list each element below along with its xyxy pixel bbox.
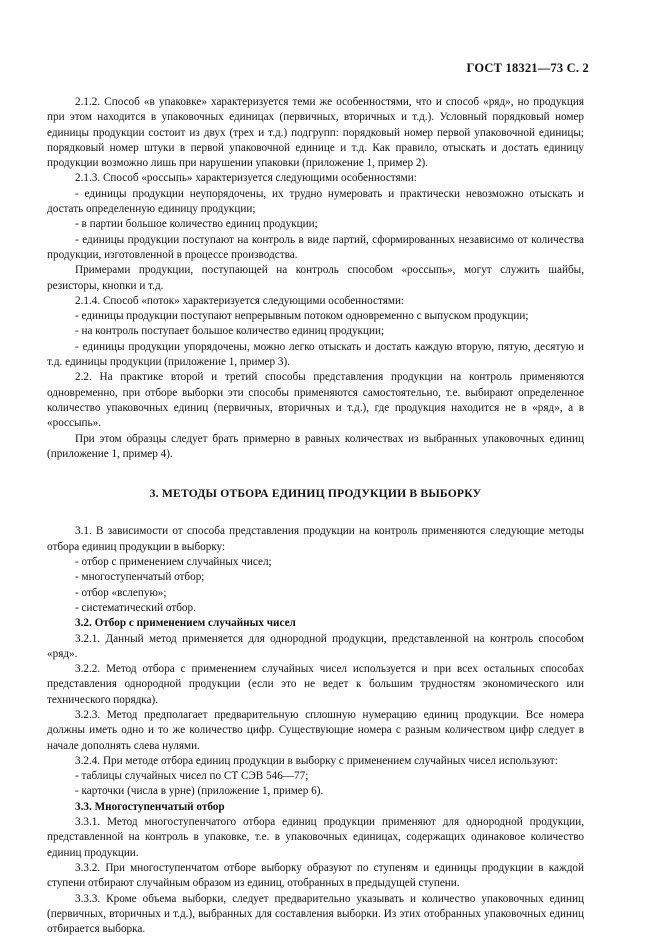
- paragraph-3-2-4: 3.2.4. При методе отбора единиц продукции в выборку с применением случайных чисел используют:: [75, 754, 558, 767]
- list-item: - в партии большое количество единиц продукции;: [75, 218, 318, 231]
- paragraph-3-3-1: 3.3.1. Метод многоступенчатого отбора единиц продукции применяют для однородной продукции, представленной на контроль в упаковке, т.е. в упаковочных единицах, содержащих одинаковое количество единиц продукции.: [47, 816, 584, 859]
- list-item: - единицы продукции поступают на контроль в виде партий, сформированных независимо от количества продукции, изготовленной в процессе производства.: [47, 233, 584, 261]
- paragraph-2-1-4: 2.1.4. Способ «поток» характеризуется следующими особенностями:: [75, 294, 405, 307]
- document-body: [47, 95, 584, 937]
- paragraph-3-2-1: 3.2.1. Данный метод применяется для однородной продукции, представленной на контроль способом «ряд».: [47, 632, 584, 660]
- list-item: - на контроль поступает большое количество единиц продукции;: [75, 325, 385, 338]
- list-item: - единицы продукции неупорядочены, их трудно нумеровать и практически невозможно отыскать и достать определенную единицу продукции;: [47, 187, 584, 216]
- paragraph-3-1: 3.1. В зависимости от способа представления продукции на контроль применяются следующие методы отбора единиц продукции в выборку:: [47, 525, 584, 553]
- paragraph-2-1-3: 2.1.3. Способ «россыпь» характеризуется следующими особенностями:: [75, 172, 417, 185]
- list-item: - отбор «вслепую»;: [75, 586, 167, 599]
- subsection-heading-3-3: 3.3. Многоступенчатый отбор: [75, 800, 225, 813]
- paragraph-2-1-2: 2.1.2. Способ «в упаковке» характеризуется теми же особенностями, что и способ «ряд», но продукция при этом находится в упаковочных единицах (первичных, вторичных и т.д.). Условный порядковый номер единицы продукции состоит из двух (трех и т.д.) подгрупп: порядковый номер первой упаковочной единицы; порядковый номер штуки в первой упаковочной единице и т.д. Как правило, отыскать и достать единицу продукции возможно лишь при нарушении упаковки (приложение 1, пример 2).: [47, 96, 584, 170]
- paragraph-2-2: 2.2. На практике второй и третий способы представления продукции на контроль применяются одновременно, при отборе выборки эти способы применяются самостоятельно, т.е. выбирают определенное количество упаковочных единиц (первичных, вторичных и т.д.), где продукция находится не в «ряд», а в «россыпь».: [47, 371, 584, 430]
- paragraph-3-3-3: 3.3.3. Кроме объема выборки, следует предварительно указывать и количество упаковочных единиц (первичных, вторичных и т.д.), выбранных для составления выборки. Из этих отобранных упаковочных единиц отбирается выборка.: [47, 892, 584, 936]
- list-item: - карточки (числа в урне) (приложение 1, пример 6).: [75, 785, 324, 798]
- subsection-heading-3-2: 3.2. Отбор с применением случайных чисел: [75, 617, 296, 630]
- paragraph-3-2-3: 3.2.3. Метод предполагает предварительную сплошную нумерацию единиц продукции. Все номера должны иметь одно и то же количество цифр. Существующие номера с разным количеством цифр следует в начале дополнять слева нулями.: [47, 708, 584, 752]
- paragraph-examples: Примерами продукции, поступающей на контроль способом «россыпь», могут служить шайбы, резисторы, кнопки и т.д.: [47, 264, 584, 292]
- paragraph-3-2-2: 3.2.2. Метод отбора с применением случайных чисел используется и при всех остальных способах представления однородной продукции (если это не ведет к большим трудностям экономического или технического порядка).: [47, 663, 584, 706]
- paragraph-3-3-2: 3.3.2. При многоступенчатом отборе выборку образуют по ступеням и единицы продукции в каждой ступени отбирают случайным образом из единиц, отобранных в предыдущей ступени.: [47, 861, 584, 890]
- list-item: - единицы продукции поступают непрерывным потоком одновременно с выпуском продукции;: [75, 310, 529, 323]
- list-item: - единицы продукции упорядочены, можно легко отыскать и достать каждую вторую, пятую, десятую и т.д. единицы продукции (приложение 1, пример 3).: [47, 340, 584, 369]
- paragraph-samples: При этом образцы следует брать примерно в равных количествах из выбранных упаковочных единиц (приложение 1, пример 4).: [47, 432, 584, 460]
- section-heading-3: 3. МЕТОДЫ ОТБОРА ЕДИНИЦ ПРОДУКЦИИ В ВЫБОРКУ: [149, 487, 482, 501]
- list-item: - многоступенчатый отбор;: [75, 571, 205, 584]
- page-header: ГОСТ 18321—73 С. 2: [466, 61, 589, 75]
- list-item: - систематический отбор.: [75, 601, 196, 614]
- list-item: - отбор с применением случайных чисел;: [75, 556, 272, 569]
- list-item: - таблицы случайных чисел по СТ СЭВ 546—77;: [75, 770, 309, 783]
